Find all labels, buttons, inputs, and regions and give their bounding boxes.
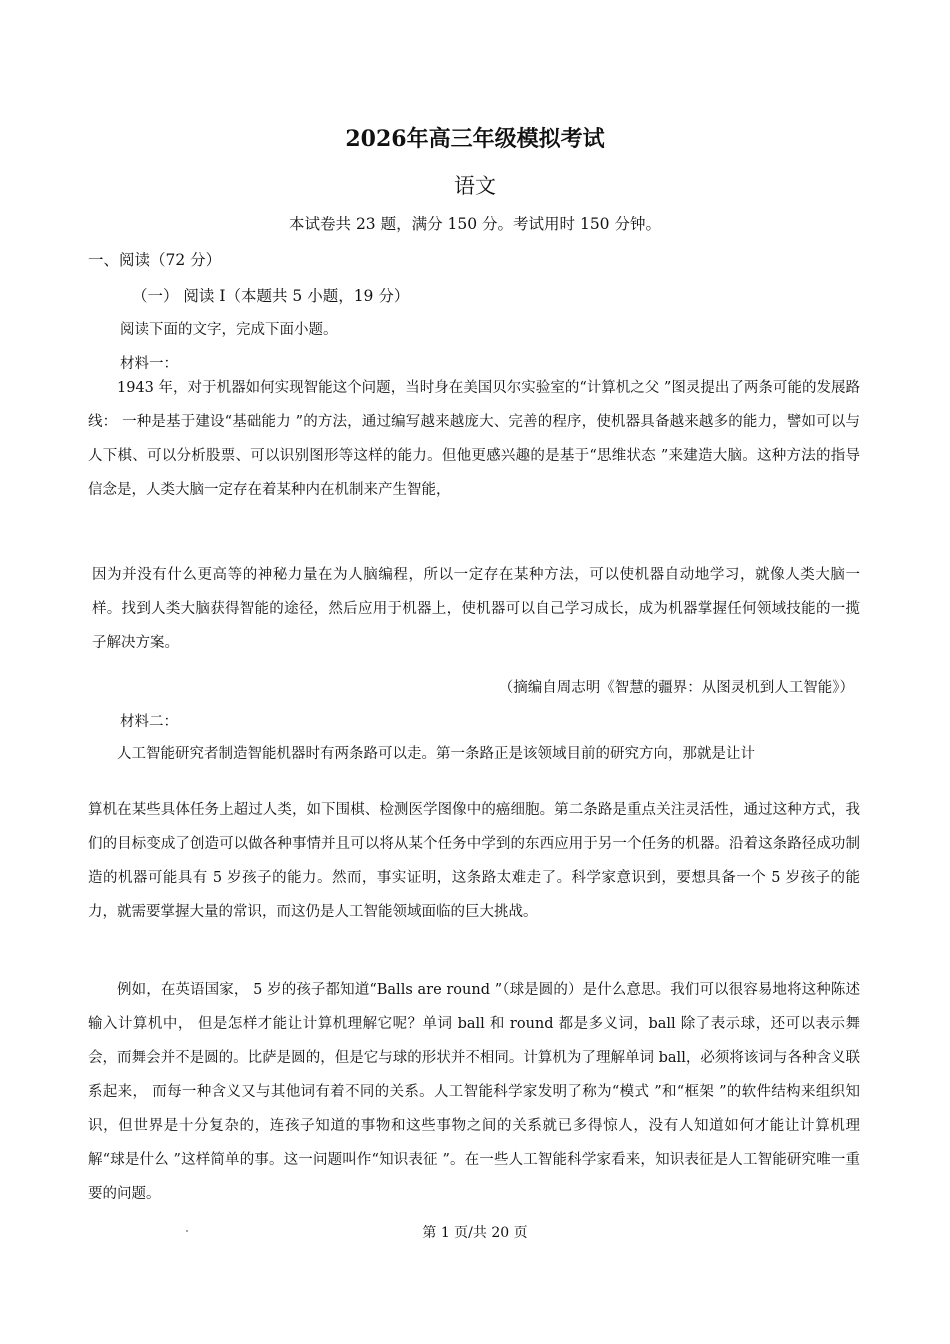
page-footer: 第 1 页/共 20 页 — [422, 1225, 528, 1241]
exam-title: 2026年高三年级模拟考试 — [345, 126, 605, 152]
material1-paragraph-2: 因为并没有什么更高等的神秘力量在为人脑编程，所以一定存在某种方法，可以使机器自动地学习，就像人类大脑一样。找到人类大脑获得智能的途径，然后应用于机器上，使机器可以自己学习成长，成为机器掌握任何领域技能的一揽子解决方案。 — [92, 567, 860, 651]
exam-instructions: 本试卷共 23 题，满分 150 分。考试用时 150 分钟。 — [289, 215, 661, 233]
directions-text: 阅读下面的文字，完成下面小题。 — [120, 322, 338, 338]
part-heading: （一） 阅读 I（本题共 5 小题，19 分） — [132, 287, 410, 305]
material1-paragraph-1: 1943 年，对于机器如何实现智能这个问题，当时身在美国贝尔实验室的“计算机之父 ”图灵提出了两条可能的发展路线： 一种是基于建设“基础能力 ”的方法，通过编写越来越庞大、完善的程序，使机器具备越来越多的能力，譬如可以与人下棋、可以分析股票、可以识别图形等这样的能力。但他更感兴趣的是基于“思维状态 ”来建造大脑。这种方法的指导信念是，人类大脑一定存在着某种内在机制来产生智能， — [88, 380, 860, 498]
material1-label: 材料一： — [120, 356, 178, 372]
material2-paragraph-1: 人工智能研究者制造智能机器时有两条路可以走。第一条路正是该领域目前的研究方向，那就是让计 — [117, 746, 755, 762]
material1-source: （摘编自周志明《智慧的疆界：从图灵机到人工智能》） — [498, 680, 854, 696]
subject-heading: 语文 — [454, 174, 496, 198]
material2-label: 材料二： — [120, 714, 178, 730]
material2-paragraph-3: 例如，在英语国家， 5 岁的孩子都知道“Balls are round ”（球是圆的）是什么意思。我们可以很容易地将这种陈述输入计算机中， 但是怎样才能让计算机理解它呢？单词 ball 和 round 都是多义词，ball 除了表示球，还可以表示舞会，而舞会并不是圆的。比萨是圆的，但是它与球的形状并不相同。计算机为了理解单词 ball，必须将该词与各种含义联系起来， 而每一种含义又与其他词有着不同的关系。人工智能科学家发明了称为“模式 ”和“框架 ”的软件结构来组织知识，但世界是十分复杂的，连孩子知道的事物和这些事物之间的关系就已多得惊人，没有人知道如何才能让计算机理解“球是什么 ”这样简单的事。这一问题叫作“知识表征 ”。在一些人工智能科学家看来，知识表征是人工智能研究唯一重要的问题。 — [88, 982, 860, 1202]
section-heading: 一、阅读（72 分） — [88, 251, 222, 269]
material2-paragraph-2: 算机在某些具体任务上超过人类，如下围棋、检测医学图像中的癌细胞。第二条路是重点关注灵活性，通过这种方式，我们的目标变成了创造可以做各种事情并且可以将从某个任务中学到的东西应用于另一个任务的机器。沿着这条路径成功制造的机器可能具有 5 岁孩子的能力。然而，事实证明，这条路太难走了。科学家意识到，要想具备一个 5 岁孩子的能力，就需要掌握大量的常识，而这仍是人工智能领域面临的巨大挑战。 — [88, 802, 860, 920]
